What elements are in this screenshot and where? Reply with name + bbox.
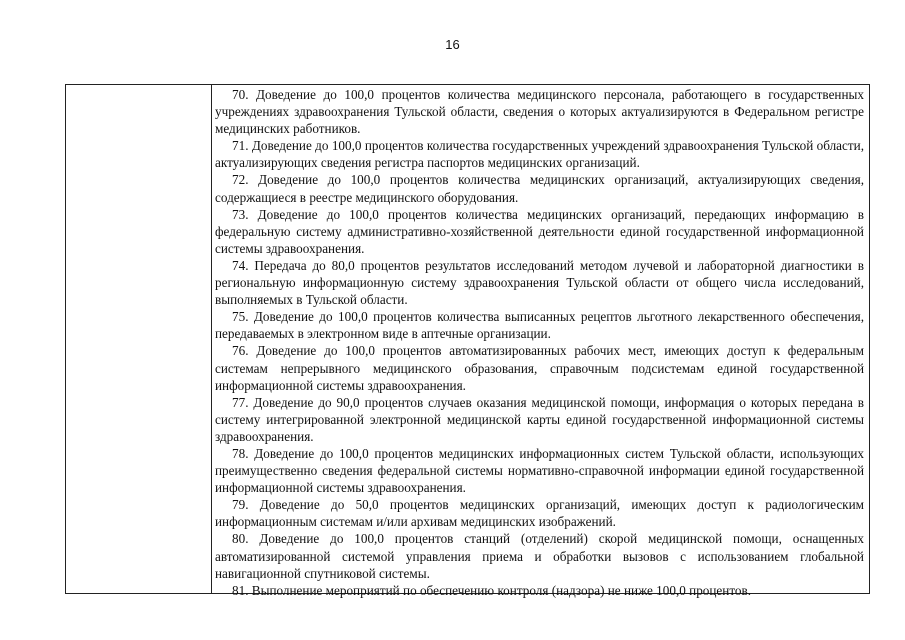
list-item: 72. Доведение до 100,0 процентов количества медицинских организаций, актуализирующих сведения, содержащиеся в реестре медицинского оборудования. xyxy=(215,172,864,205)
list-item: 76. Доведение до 100,0 процентов автоматизированных рабочих мест, имеющих доступ к федеральным системам непрерывного медицинского образования, справочным подсистемам единой государственной информационной системы здравоохранения. xyxy=(215,343,864,393)
document-table xyxy=(65,84,870,598)
left-table-cell xyxy=(66,85,212,593)
list-item: 71. Доведение до 100,0 процентов количества государственных учреждений здравоохранения Тульской области, актуализирующих сведения регистра паспортов медицинских организаций. xyxy=(215,138,864,171)
page-number: 16 xyxy=(445,37,460,52)
list-item: 79. Доведение до 50,0 процентов медицинских организаций, имеющих доступ к радиологическим информационным системам и/или архивам медицинских изображений. xyxy=(215,497,864,530)
list-item: 78. Доведение до 100,0 процентов медицинских информационных систем Тульской области, использующих преимущественно сведения федеральной системы нормативно-справочной информации единой государственной информационной системы здравоохранения. xyxy=(215,445,864,496)
list-item: 70. Доведение до 100,0 процентов количества медицинского персонала, работающего в государственных учреждениях здравоохранения Тульской области, сведения о которых актуализируются в Федеральном регистре медицинских работников. xyxy=(215,87,864,137)
list-item: 73. Доведение до 100,0 процентов количества медицинских организаций, передающих информацию в федеральную систему административно-хозяйственной деятельности единой государственной информационной системы здравоохранения. xyxy=(215,206,864,256)
list-item: 77. Доведение до 90,0 процентов случаев оказания медицинской помощи, информация о которых передана в систему интегрированной электронной медицинской карты единой государственной информационной системы здравоохранения. xyxy=(215,394,864,444)
right-table-cell xyxy=(212,85,869,598)
list-item: 81. Выполнение мероприятий по обеспечению контроля (надзора) не ниже 100,0 процентов. xyxy=(232,582,752,598)
list-item: 75. Доведение до 100,0 процентов количества выписанных рецептов льготного лекарственного обеспечения, передаваемых в электронном виде в аптечные организации. xyxy=(215,309,864,342)
list-item: 80. Доведение до 100,0 процентов станций (отделений) скорой медицинской помощи, оснащенных автоматизированной системой управления приема и обработки вызовов с использованием глобальной навигационной спутниковой системы. xyxy=(215,531,864,581)
list-item: 74. Передача до 80,0 процентов результатов исследований методом лучевой и лабораторной диагностики в региональную информационную систему здравоохранения Тульской области от общего числа исследований, выполняемых в Тульской области. xyxy=(215,257,864,308)
